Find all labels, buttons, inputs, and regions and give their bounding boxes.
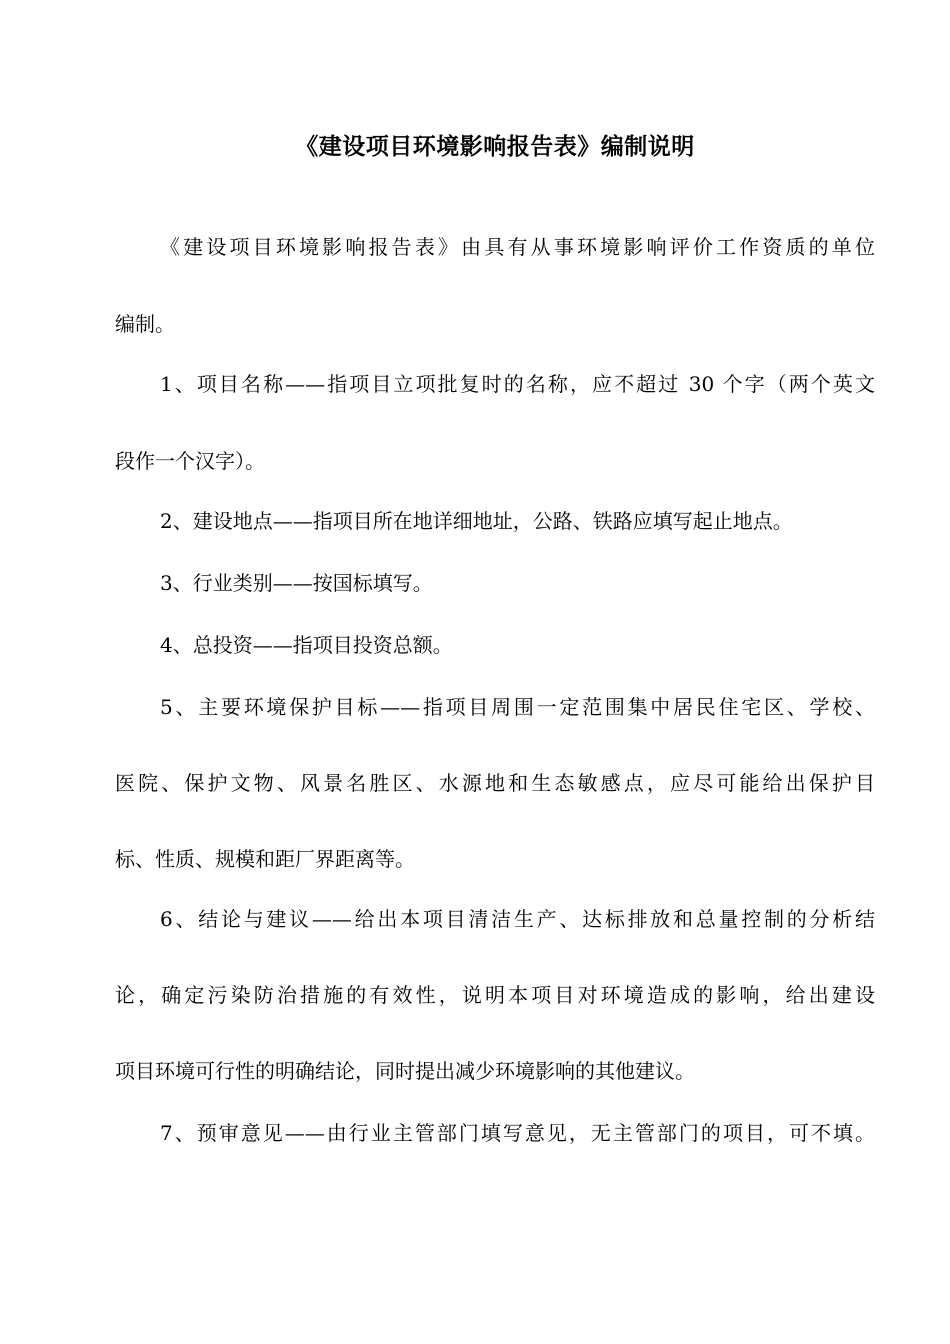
item-5-line-3: 标、性质、规模和距厂界距离等。: [115, 847, 415, 871]
paragraph-intro-line-1: 《建设项目环境影响报告表》由具有从事环境影响评价工作资质的单位: [160, 235, 875, 259]
item-1-line-2: 段作一个汉字）。: [115, 449, 265, 473]
item-7-line-1: 7、预审意见——由行业主管部门填写意见，无主管部门的项目，可不填。: [160, 1121, 875, 1145]
item-4-line-1: 4、总投资——指项目投资总额。: [160, 633, 453, 657]
item-5-line-2: 医院、保护文物、风景名胜区、水源地和生态敏感点，应尽可能给出保护目: [115, 771, 875, 795]
item-1-line-1: 1、项目名称——指项目立项批复时的名称，应不超过 30 个字（两个英文: [160, 372, 875, 396]
item-6-line-3: 项目环境可行性的明确结论，同时提出减少环境影响的其他建议。: [115, 1059, 695, 1083]
item-5-line-1: 5、主要环境保护目标——指项目周围一定范围集中居民住宅区、学校、: [160, 695, 875, 719]
item-2-line-1: 2、建设地点——指项目所在地详细地址，公路、铁路应填写起止地点。: [160, 509, 793, 533]
item-6-line-2: 论，确定污染防治措施的有效性，说明本项目对环境造成的影响，给出建设: [115, 983, 875, 1007]
document-title: 《建设项目环境影响报告表》编制说明: [295, 133, 695, 160]
item-3-line-1: 3、行业类别——按国标填写。: [160, 571, 433, 595]
item-6-line-1: 6、结论与建议——给出本项目清洁生产、达标排放和总量控制的分析结: [160, 907, 875, 931]
paragraph-intro-line-2: 编制。: [115, 312, 175, 336]
